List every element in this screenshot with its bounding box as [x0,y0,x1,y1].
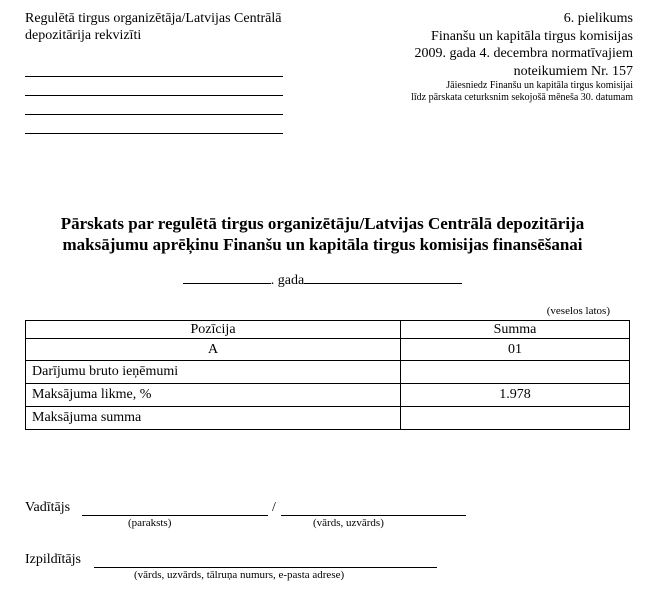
executor-caption: (vārds, uzvārds, tālruņa numurs, e-pasta adrese) [134,569,345,581]
submission-note-2: līdz pārskata ceturksnim sekojošā mēneša 30. datumam [411,92,633,103]
requisites-line [25,96,283,115]
director-name-line[interactable] [281,515,466,516]
annex-line4: noteikumiem Nr. 157 [513,63,633,79]
report-period [0,269,645,289]
signature-separator: / [272,500,276,515]
row-value-payment-amount[interactable] [401,407,630,430]
annex-number: 6. pielikums [563,11,633,26]
report-title-line1: Pārskats par regulētā tirgus organizētāju/Latvijas Centrālā depozitārija [60,214,585,233]
annex-line3: 2009. gada 4. decembra normatīvajiem [414,46,633,61]
row-label: Maksājuma likme, % [26,384,401,407]
table-row [26,361,630,384]
report-title-line2: maksājumu aprēķinu Finanšu un kapitāla tirgus komisijas finansēšanai [62,235,583,254]
period-blank[interactable] [304,269,462,284]
row-value-gross-revenue[interactable] [401,361,630,384]
report-title [0,213,645,255]
requisites-label-line1: Regulētā tirgus organizētāja/Latvijas Centrālā [25,11,282,26]
name-caption: (vārds, uzvārds) [313,517,384,529]
requisites-line [25,77,283,96]
executor-label: Izpildītājs [25,552,81,567]
period-label: . gada [270,273,305,288]
row-value-payment-rate[interactable]: 1.978 [401,384,630,407]
annex-line2: Finanšu un kapitāla tirgus komisijas [431,28,633,44]
header-position: Pozīcija [26,321,401,339]
report-table [25,320,630,430]
table-header-row [26,321,630,339]
signature-caption: (paraksts) [128,517,172,529]
requisites-label-line2: depozitārija rekvizīti [25,28,142,43]
executor-line[interactable] [94,567,437,568]
annex-reference [411,10,633,104]
requisites-line [25,58,283,77]
code-position: A [26,339,401,361]
director-signature-line[interactable] [82,515,268,516]
submission-note-1: Jāiesniedz Finanšu un kapitāla tirgus komisijai [446,80,633,91]
row-label: Darījumu bruto ieņēmumi [26,361,401,384]
table-row [26,407,630,430]
table-code-row [26,339,630,361]
requisites-block [25,10,281,44]
requisites-line [25,115,283,134]
header-amount: Summa [401,321,630,339]
units-note: (veselos latos) [546,305,610,317]
year-blank[interactable] [183,269,271,284]
requisites-fill-lines [25,58,283,134]
table-row [26,384,630,407]
code-amount: 01 [401,339,630,361]
director-label: Vadītājs [25,500,71,515]
row-label: Maksājuma summa [26,407,401,430]
